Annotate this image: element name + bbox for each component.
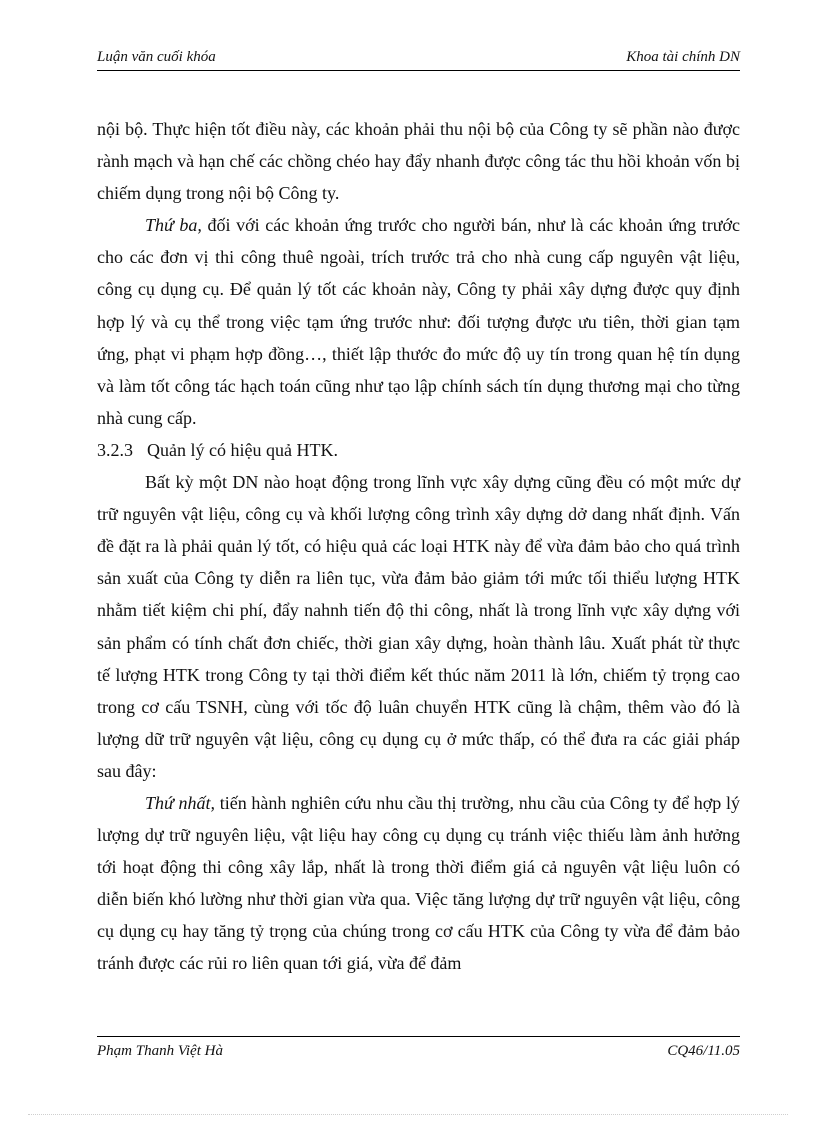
footer-class-code: CQ46/11.05 xyxy=(667,1043,740,1059)
page-footer xyxy=(97,1036,740,1061)
paragraph-text: đối với các khoản ứng trước cho người bán, như là các khoản ứng trước cho các đơn vị thi công thuê ngoài, trích trước trả cho nhà cung cấp nguyên vật liệu, công cụ dụng cụ. Để quản lý tốt các khoản này, Công ty phải xây dựng được quy định hợp lý và cụ thể trong việc tạm ứng trước như: đối tượng được ưu tiên, thời gian tạm ứng, phạt vi phạm hợp đồng…, thiết lập thước đo mức độ uy tín trong quan hệ tín dụng và làm tốt công tác hạch toán cũng như tạo lập chính sách tín dụng thương mại cho từng nhà cung cấp. xyxy=(97,215,740,428)
page-header xyxy=(97,48,740,71)
header-thesis-title: Luận văn cuối khóa xyxy=(97,49,216,65)
paragraph-first-point xyxy=(97,787,740,980)
section-title: Quản lý có hiệu quả HTK. xyxy=(147,439,338,460)
paragraph-text: tiến hành nghiên cứu nhu cầu thị trường, nhu cầu của Công ty để hợp lý lượng dự trữ nguyên liệu, vật liệu hay công cụ dụng cụ tránh việc thiếu làm ảnh hưởng tới hoạt động thi công xây lắp, nhất là trong thời điểm giá cả nguyên vật liệu luôn có diễn biến khó lường như thời gian vừa qua. Việc tăng lượng dự trữ nguyên vật liệu, công cụ dụng cụ hay tăng tỷ trọng của chúng trong cơ cấu HTK của Công ty vừa để đảm bảo tránh được các rủi ro liên quan tới giá, vừa để đảm xyxy=(97,792,740,974)
header-faculty: Khoa tài chính DN xyxy=(626,49,740,65)
paragraph-internal-receivables: nội bộ. Thực hiện tốt điều này, các khoản phải thu nội bộ của Công ty sẽ phần nào được rành mạch và hạn chế các chồng chéo hay đẩy nhanh được công tác thu hồi khoản vốn bị chiếm dụng trong nội bộ Công ty. xyxy=(97,119,740,204)
section-heading xyxy=(97,434,740,466)
paragraph-third-point xyxy=(97,209,740,434)
footer-author: Phạm Thanh Việt Hà xyxy=(97,1043,223,1059)
page-edge-divider xyxy=(28,1114,788,1115)
paragraph-lead-first: Thứ nhất, xyxy=(145,792,216,813)
paragraph-lead-third: Thứ ba, xyxy=(145,215,202,236)
paragraph-inventory: Bất kỳ một DN nào hoạt động trong lĩnh vực xây dựng cũng đều có một mức dự trữ nguyên vật liệu, công cụ và khối lượng công trình xây dựng dở dang nhất định. Vấn đề đặt ra là phải quản lý tốt, có hiệu quả các loại HTK này để vừa đảm bảo cho quá trình sản xuất của Công ty diễn ra liên tục, vừa đảm bảo giảm tới mức tối thiểu lượng HTK nhằm tiết kiệm chi phí, đẩy nahnh tiến độ thi công, nhất là trong lĩnh vực xây dựng với sản phẩm có tính chất đơn chiếc, thời gian xây dựng, hoàn thành lâu. Xuất phát từ thực tế lượng HTK trong Công ty tại thời điểm kết thúc năm 2011 là lớn, chiếm tỷ trọng cao trong cơ cấu TSNH, cùng với tốc độ luân chuyển HTK cũng là chậm, thêm vào đó là lượng dữ trữ nguyên vật liệu, công cụ dụng cụ ở mức thấp, có thể đưa ra các giải pháp sau đây: xyxy=(97,472,740,781)
section-number: 3.2.3 xyxy=(97,439,133,460)
page-body xyxy=(97,113,740,980)
